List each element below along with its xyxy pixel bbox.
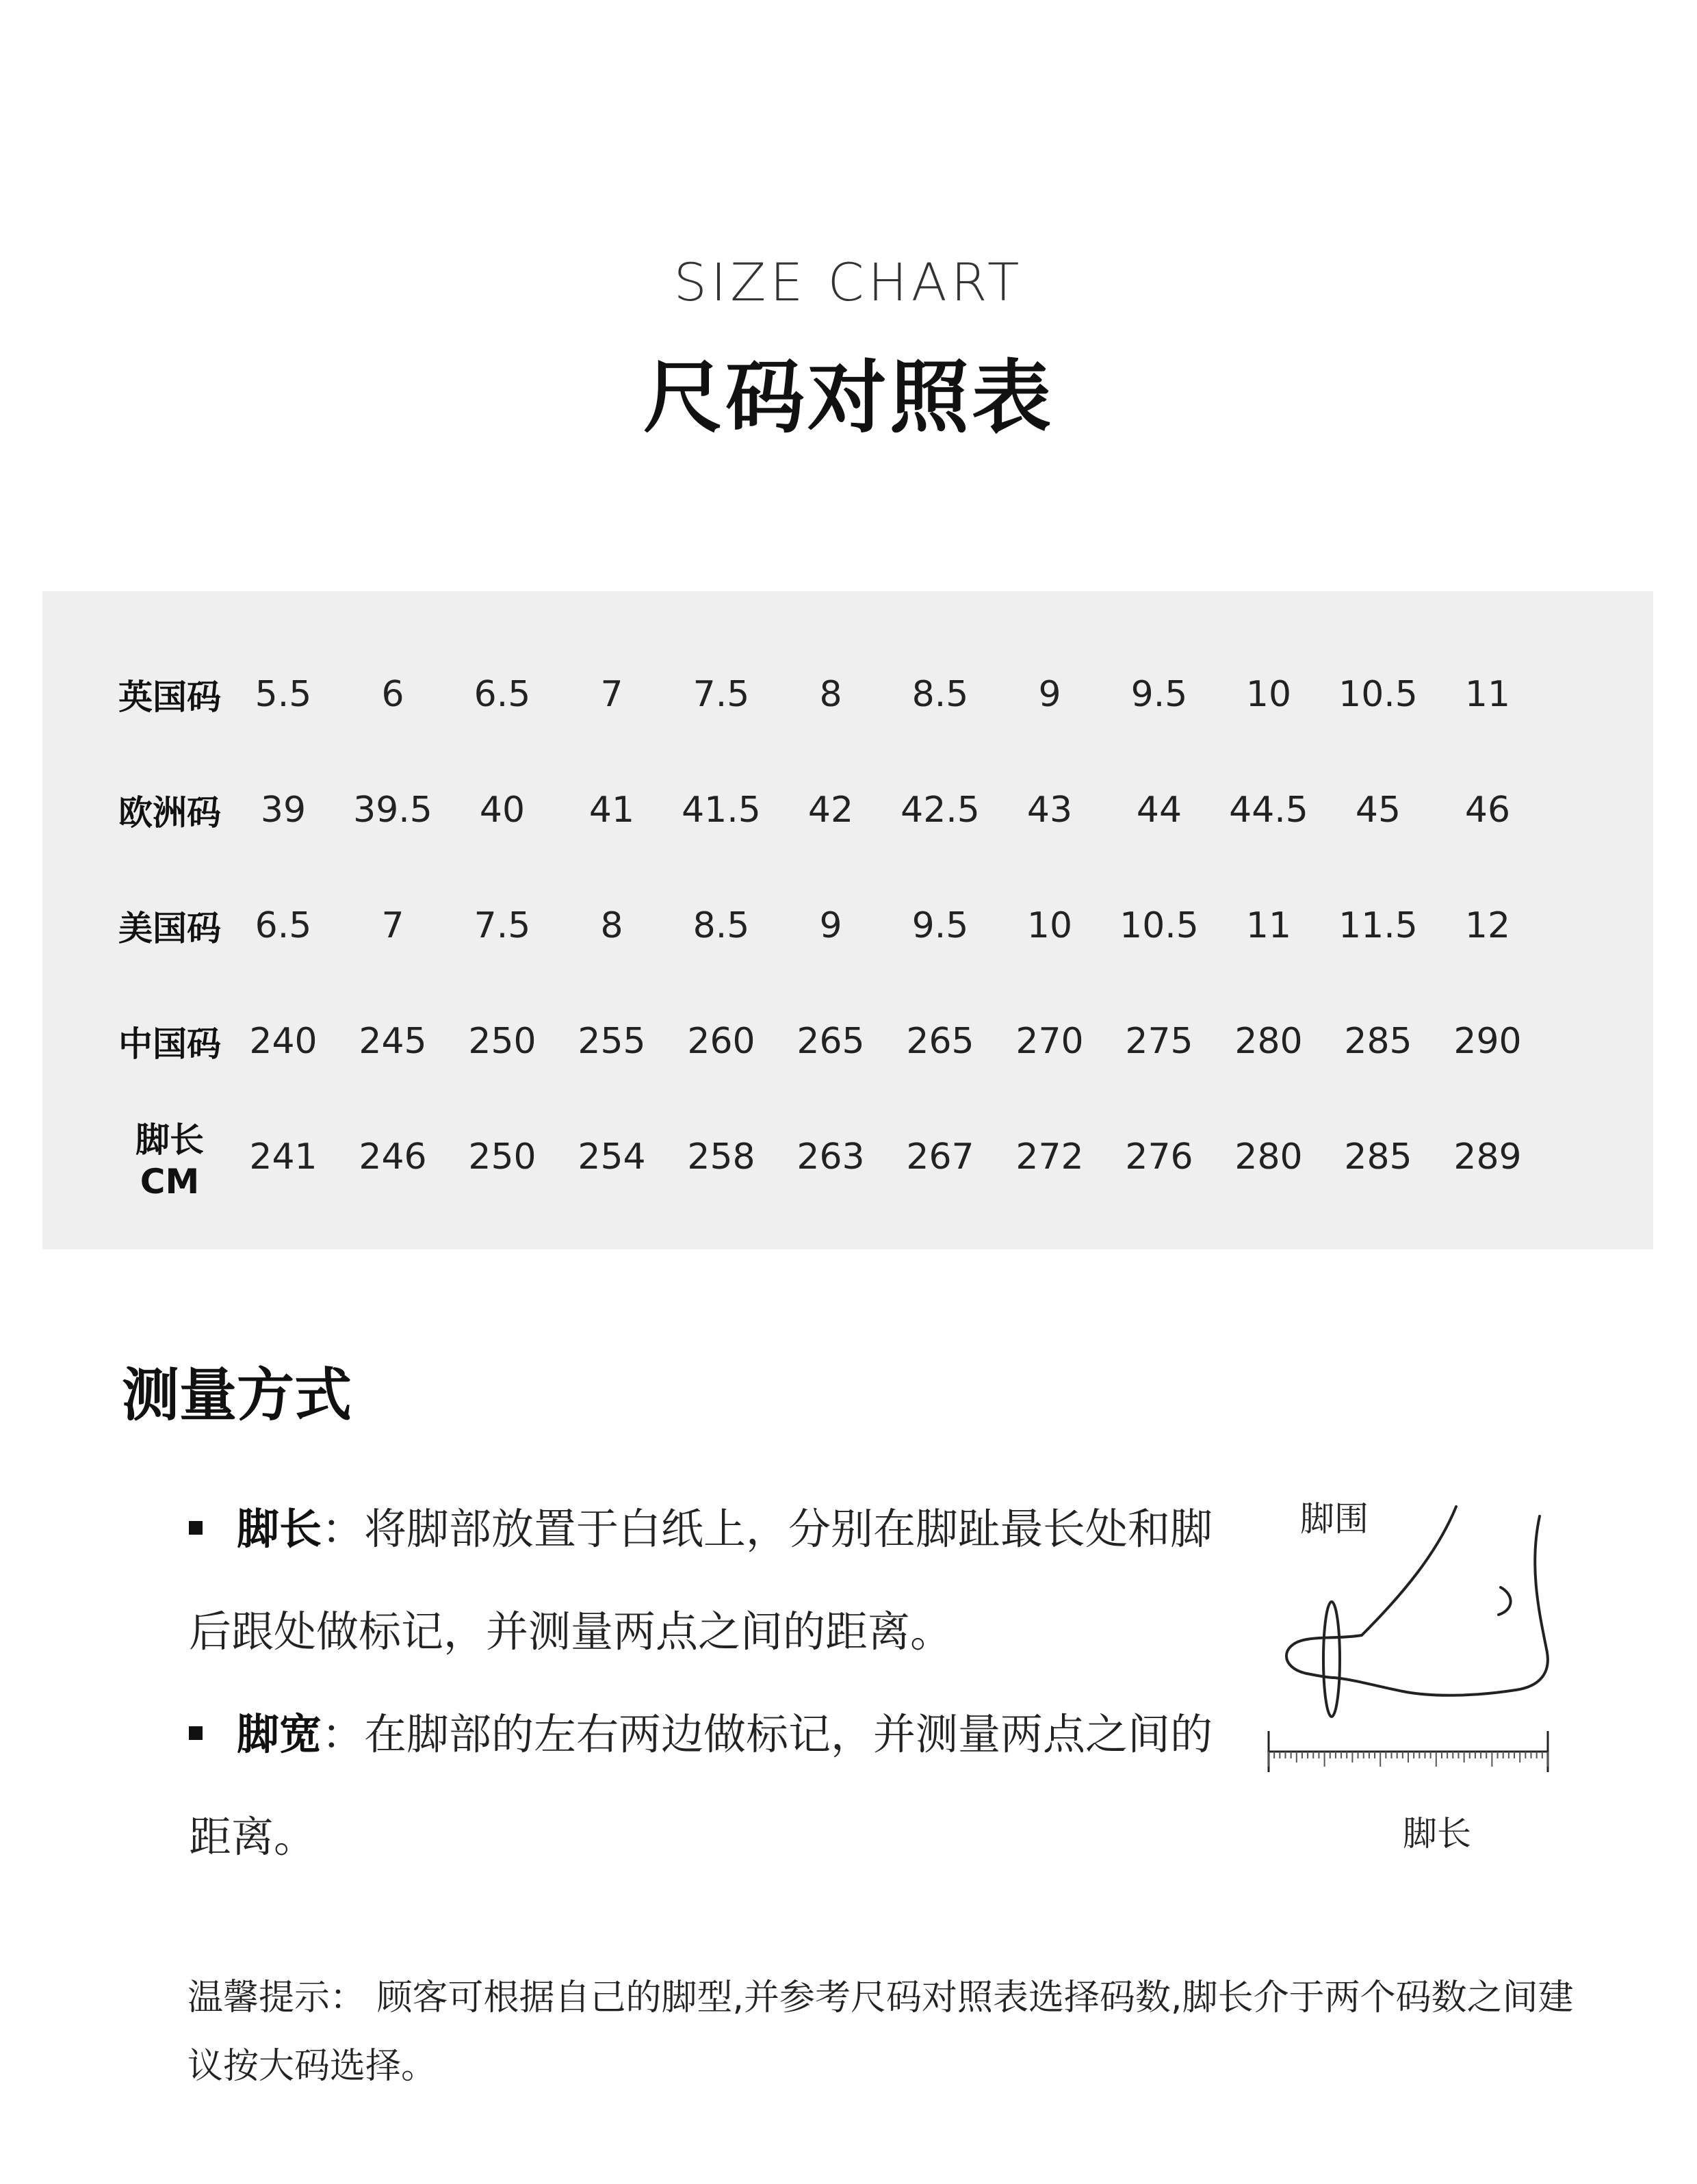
size-cell: 44 xyxy=(1136,789,1182,831)
size-cell: 275 xyxy=(1125,1020,1193,1062)
size-cell: 7 xyxy=(600,673,623,715)
size-cell: 39 xyxy=(260,789,307,831)
size-cell: 263 xyxy=(796,1136,865,1178)
size-table xyxy=(111,636,1542,1214)
size-cell: 250 xyxy=(468,1136,536,1178)
size-chart-title-cn: 尺码对照表 xyxy=(643,352,1054,444)
size-cell: 41.5 xyxy=(682,789,761,831)
ruler-icon xyxy=(1266,1731,1594,1786)
size-row xyxy=(111,636,1542,752)
size-cell: 250 xyxy=(468,1020,536,1062)
size-cell: 11 xyxy=(1245,905,1292,946)
size-chart-title-en: SIZE CHART xyxy=(673,252,1024,313)
size-cell: 255 xyxy=(578,1020,646,1062)
size-cell: 9.5 xyxy=(911,905,969,946)
size-cell: 45 xyxy=(1355,789,1401,831)
size-cell: 270 xyxy=(1015,1020,1084,1062)
size-cell: 42.5 xyxy=(901,789,980,831)
foot-length-colon: ： xyxy=(322,1504,365,1554)
foot-girth-label: 脚围 xyxy=(1300,1499,1369,1539)
size-row-label: 英国码 xyxy=(118,677,221,717)
foot-length-text: 将脚部放置于白纸上，分别在脚趾最长处和脚后跟处做标记，并测量两点之间的距离。 xyxy=(189,1504,1213,1656)
size-cell: 40 xyxy=(479,789,526,831)
size-table-panel xyxy=(42,591,1653,1249)
size-cell: 8 xyxy=(819,673,842,715)
foot-width-colon: ： xyxy=(322,1709,365,1759)
size-row-label: 中国码 xyxy=(118,1024,221,1064)
foot-width-text: 在脚部的左右两边做标记，并测量两点之间的距离。 xyxy=(189,1709,1213,1862)
size-cell: 245 xyxy=(359,1020,427,1062)
size-cell: 11.5 xyxy=(1338,905,1418,946)
size-cell: 10.5 xyxy=(1119,905,1199,946)
size-cell: 8.5 xyxy=(692,905,750,946)
foot-length-label: 脚长 xyxy=(1403,1814,1471,1854)
size-cell: 240 xyxy=(249,1020,318,1062)
size-cell: 42 xyxy=(807,789,854,831)
size-cell: 46 xyxy=(1464,789,1511,831)
size-row xyxy=(111,1099,1542,1214)
size-row xyxy=(111,752,1542,868)
size-cell: 290 xyxy=(1453,1020,1522,1062)
size-cell: 10 xyxy=(1245,673,1292,715)
size-cell: 44.5 xyxy=(1229,789,1308,831)
size-cell: 9 xyxy=(819,905,842,946)
size-row xyxy=(111,983,1542,1099)
size-cell: 285 xyxy=(1344,1020,1412,1062)
size-cell: 241 xyxy=(249,1136,318,1178)
size-cell: 10 xyxy=(1026,905,1073,946)
size-cell: 6 xyxy=(381,673,404,715)
size-cell: 5.5 xyxy=(255,673,312,715)
size-cell: 260 xyxy=(687,1020,755,1062)
bullet-square-icon xyxy=(189,1726,203,1740)
size-cell: 258 xyxy=(687,1136,755,1178)
size-cell: 6.5 xyxy=(474,673,531,715)
size-cell: 265 xyxy=(906,1020,974,1062)
size-cell: 7.5 xyxy=(692,673,750,715)
size-cell: 6.5 xyxy=(255,905,312,946)
size-cell: 11 xyxy=(1464,673,1511,715)
size-cell: 8.5 xyxy=(911,673,969,715)
size-cell: 9 xyxy=(1038,673,1061,715)
size-cell: 8 xyxy=(600,905,623,946)
size-cell: 43 xyxy=(1026,789,1073,831)
size-cell: 285 xyxy=(1344,1136,1412,1178)
size-cell: 41 xyxy=(588,789,635,831)
size-cell: 265 xyxy=(796,1020,865,1062)
size-cell: 9.5 xyxy=(1130,673,1188,715)
foot-width-term: 脚宽 xyxy=(237,1709,322,1759)
size-cell: 254 xyxy=(578,1136,646,1178)
size-cell: 289 xyxy=(1453,1136,1522,1178)
size-cell: 267 xyxy=(906,1136,974,1178)
foot-measure-figure xyxy=(1266,1492,1594,1875)
foot-width-instruction xyxy=(189,1683,1229,1888)
measure-section-title: 测量方式 xyxy=(122,1362,352,1429)
bullet-square-icon xyxy=(189,1521,203,1535)
size-cell: 12 xyxy=(1464,905,1511,946)
size-cell: 272 xyxy=(1015,1136,1084,1178)
size-cell: 39.5 xyxy=(353,789,432,831)
size-row-label: 欧洲码 xyxy=(118,792,221,833)
size-cell: 7 xyxy=(381,905,404,946)
size-row xyxy=(111,868,1542,983)
size-tip-text: 温馨提示： 顾客可根据自己的脚型,并参考尺码对照表选择码数,脚长介于两个码数之间建议按大码选择。 xyxy=(187,1977,1574,2087)
size-row-label: 脚长CM xyxy=(135,1119,204,1201)
foot-length-instruction xyxy=(189,1478,1229,1683)
size-cell: 7.5 xyxy=(474,905,531,946)
size-cell: 10.5 xyxy=(1338,673,1418,715)
size-cell: 276 xyxy=(1125,1136,1193,1178)
size-cell: 280 xyxy=(1234,1136,1303,1178)
size-row-label: 美国码 xyxy=(118,908,221,948)
foot-length-term: 脚长 xyxy=(237,1504,322,1554)
size-cell: 280 xyxy=(1234,1020,1303,1062)
size-cell: 246 xyxy=(359,1136,427,1178)
